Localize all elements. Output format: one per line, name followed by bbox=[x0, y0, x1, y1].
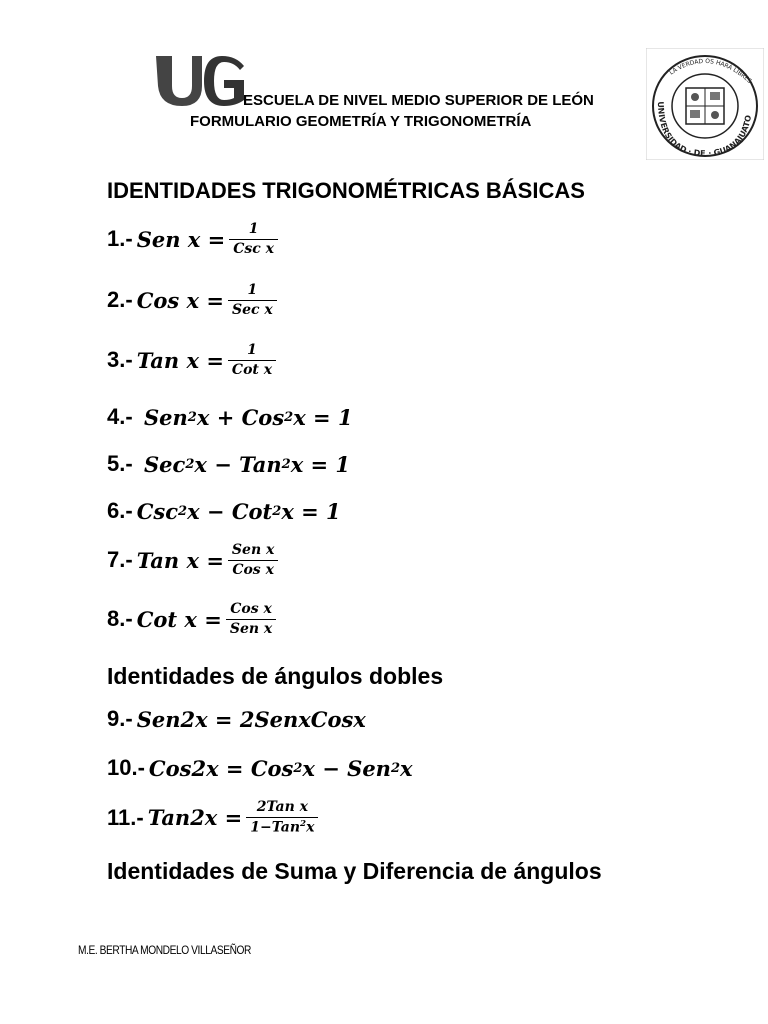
identity-6: 6.- Csc 2 x − Cot 2 x = 1 bbox=[107, 498, 341, 524]
author-footer: M.E. BERTHA MONDELO VILLASEÑOR bbox=[78, 943, 251, 957]
section-title-basic: IDENTIDADES TRIGONOMÉTRICAS BÁSICAS bbox=[107, 178, 585, 203]
logo-text: UG bbox=[152, 108, 154, 109]
fraction: $\frac{\text{Sen x}}{\text{Cos x}}$ bbox=[228, 543, 278, 577]
identity-5: 5.- Sec 2 x − Tan 2 x = 1 bbox=[107, 451, 351, 477]
identity-7: 7.- Tan x = $\frac{\text{Sen x}}{\text{Cos x}}$ bbox=[107, 543, 278, 577]
identity-3: 3.- Tan x = $\frac{1}{\text{Cot x}}$ bbox=[107, 343, 276, 377]
identity-8: 8.- Cot x = $\frac{\text{Cos x}}{\text{Sen x}}$ bbox=[107, 602, 276, 636]
fraction: $\frac{1}{\text{Csc x}}$ bbox=[229, 222, 278, 256]
fraction: $\frac{1}{\text{Cot x}}$ bbox=[228, 343, 276, 377]
university-seal bbox=[646, 48, 764, 160]
section-title-sum-difference: Identidades de Suma y Diferencia de ángulos bbox=[107, 858, 602, 884]
seal-motto: LA VERDAD OS HARÁ LIBRES bbox=[668, 57, 753, 86]
identity-2: 2.- Cos x = $\frac{1}{\text{Sec x}}$ bbox=[107, 283, 277, 317]
identity-1: 1.- Sen x = $\frac{1}{\text{Csc x}}$ bbox=[107, 222, 278, 256]
section-title-double-angles: Identidades de ángulos dobles bbox=[107, 663, 444, 689]
fraction: $\frac{1}{\text{Sec x}}$ bbox=[228, 283, 277, 317]
seal-ring-text: UNIVERSIDAD · DE · GUANAJUATO bbox=[655, 101, 754, 159]
identity-11: 11.- Tan2x = $\frac{\text{2Tan x}}{1-Tan^2x}$ bbox=[107, 800, 318, 835]
identity-4: 4.- Sen 2 x + Cos 2 x = 1 bbox=[107, 404, 353, 430]
fraction: $\frac{\text{2Tan x}}{1-Tan^2x}$ bbox=[246, 800, 318, 835]
identity-10: 10.- Cos2x = Cos 2 x − Sen 2 x bbox=[107, 755, 413, 781]
ug-logo bbox=[152, 52, 246, 108]
fraction: $\frac{\text{Cos x}}{\text{Sen x}}$ bbox=[226, 602, 276, 636]
school-name: ESCUELA DE NIVEL MEDIO SUPERIOR DE LEÓN bbox=[243, 92, 594, 109]
identity-9: 9.- Sen2x = 2SenxCosx bbox=[107, 706, 366, 732]
document-title: FORMULARIO GEOMETRÍA Y TRIGONOMETRÍA bbox=[190, 113, 532, 130]
